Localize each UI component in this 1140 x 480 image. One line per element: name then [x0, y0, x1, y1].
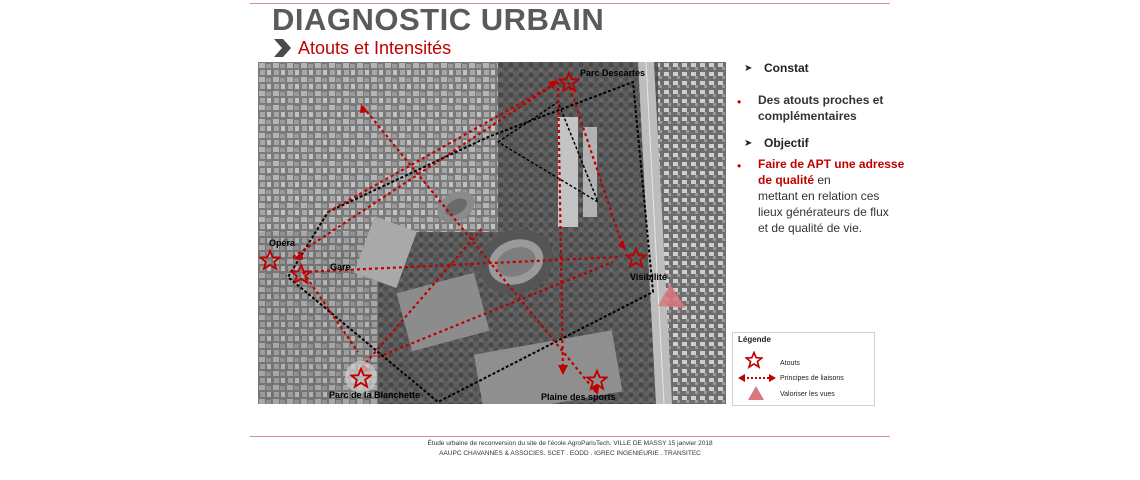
objectif-rest-3: lieux générateurs de flux [758, 205, 889, 219]
chevron-right-icon [272, 38, 292, 58]
objectif-rest-2: mettant en relation ces [758, 189, 880, 203]
bullet-dot: • [737, 95, 742, 109]
star-icon-plaine-sports [586, 369, 608, 391]
page-subtitle: Atouts et Intensités [298, 37, 452, 58]
footer-line-1: Étude urbaine de reconversion du site de l'école AgroParisTech. VILLE DE MASSY 15 janvier 2018 [427, 440, 713, 447]
legend-item-atouts: Atouts [780, 360, 800, 367]
label-visibilite: Visibilité [630, 272, 667, 282]
arrow-bullet-icon: ➤ [744, 63, 753, 74]
objectif-rest-1: en [817, 173, 831, 187]
map-legend [732, 332, 875, 406]
constat-bullet: Des atouts proches et complémentaires [758, 93, 884, 123]
star-icon-visibilite [625, 247, 647, 269]
star-icon-parc-blanchette [350, 367, 372, 389]
legend-item-liaisons: Principes de liaisons [780, 375, 844, 382]
objectif-rest-4: et de qualité de vie. [758, 221, 863, 235]
footer-line-2: AAUPC CHAVANNES & ASSOCIES. SCET . EODD . IGREC INGENIEURIE . TRANSITEC [439, 450, 701, 457]
objectif-bullet [758, 156, 908, 236]
subtitle-row [272, 37, 451, 59]
star-icon [745, 351, 763, 369]
label-parc-descartes: Parc Descartes [580, 68, 646, 78]
label-gare: Gare [330, 262, 351, 272]
objectif-bold: Faire de APT une adresse de qualité [758, 157, 905, 187]
aerial-map [258, 62, 726, 404]
star-icon-parc-descartes [558, 71, 580, 93]
arrow-bullet-icon: ➤ [744, 138, 753, 149]
double-arrow-icon [738, 373, 776, 383]
bullet-dot: • [737, 159, 742, 173]
page-title: DIAGNOSTIC URBAIN [272, 2, 605, 37]
label-opera: Opéra [269, 238, 296, 248]
label-plaine-sports: Plaine des sports [541, 392, 616, 402]
label-parc-blanchette: Parc de la Blanchette [329, 390, 421, 400]
view-triangle-icon [748, 386, 764, 400]
footer-rule [250, 436, 890, 437]
map-illustration [258, 62, 726, 404]
objectif-heading: Objectif [764, 136, 809, 150]
legend-item-vues: Valoriser les vues [780, 391, 835, 398]
star-icon-opera [259, 249, 281, 271]
legend-title: Légende [738, 335, 771, 344]
constat-heading: Constat [764, 61, 809, 75]
star-icon-gare [290, 263, 312, 285]
